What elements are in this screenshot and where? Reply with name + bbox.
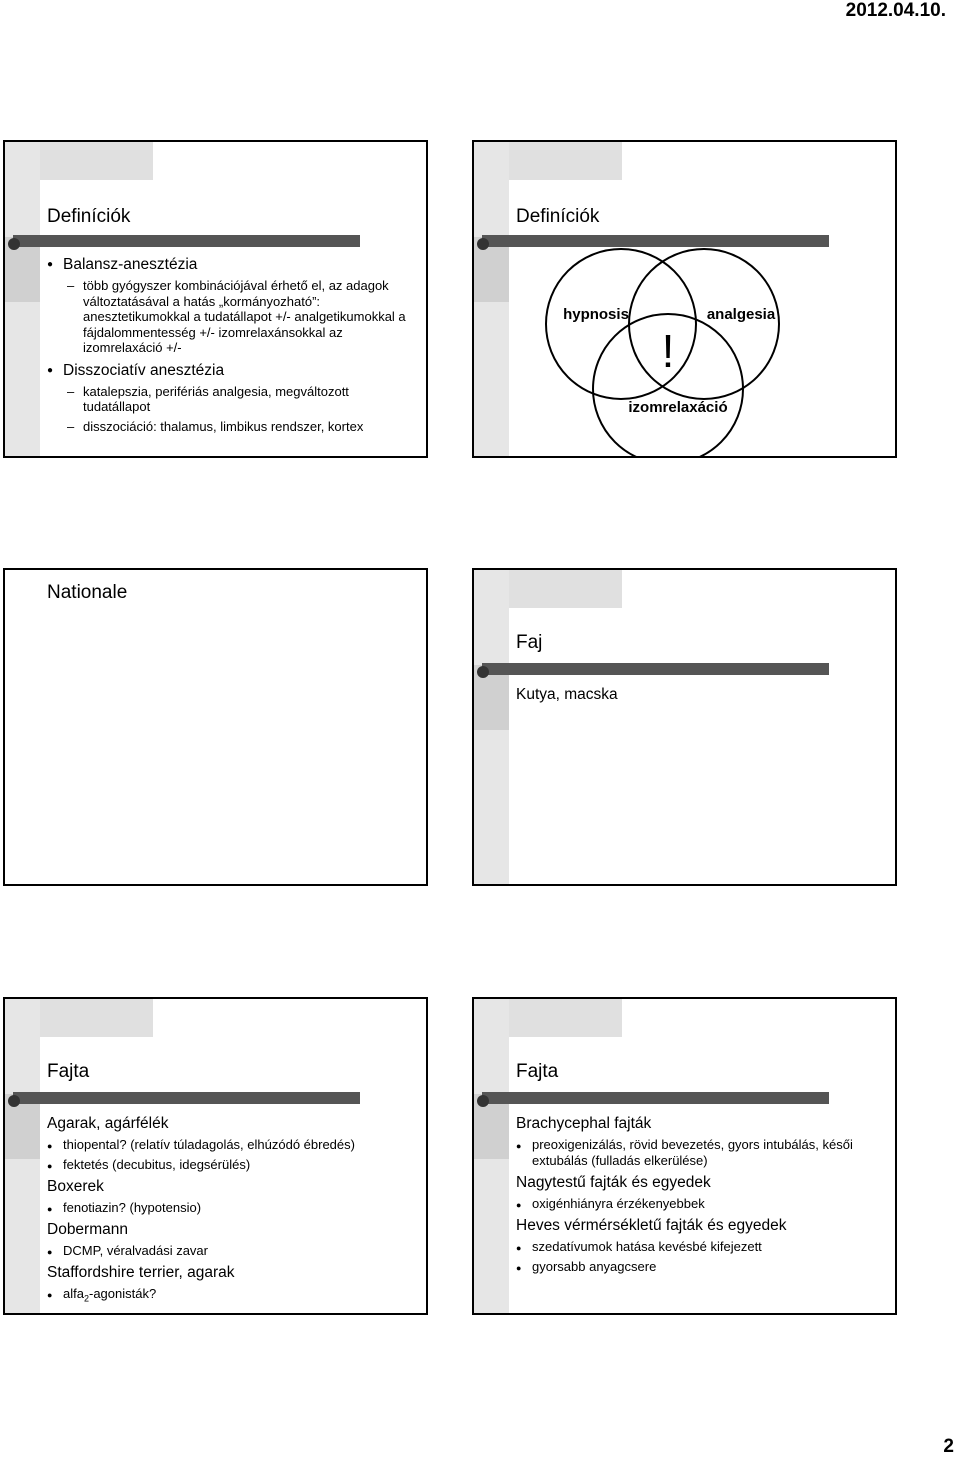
slide-fajta-2 (472, 997, 897, 1315)
slide-title: Fajta (516, 1061, 559, 1082)
slide-nationale (3, 568, 428, 886)
slide-title: Definíciók (516, 206, 600, 227)
slide-title: Fajta (47, 1061, 90, 1082)
bullet: ● oxigénhiányra érzékenyebbek (516, 1196, 887, 1212)
breed-heading: Agarak, agárfélék (47, 1115, 169, 1132)
bullet: ● Disszociatív anesztézia (47, 362, 418, 380)
breed-heading: Nagytestű fajták és egyedek (516, 1174, 711, 1191)
sub-bullet: – disszociáció: thalamus, limbikus rendszer, kortex (47, 419, 418, 435)
slide-content (516, 682, 887, 704)
breed-heading: Boxerek (47, 1178, 104, 1195)
alfa-subscript: 2 (83, 1293, 89, 1304)
text-line: Kutya, macska (516, 686, 618, 703)
breed-heading: Dobermann (47, 1221, 128, 1238)
bullet (47, 1286, 418, 1307)
slide-content (47, 1111, 418, 1307)
slide-title: Definíciók (47, 206, 131, 227)
bullet: ● preoxigenizálás, rövid bevezetés, gyors intubálás, késői extubálás (fulladás elkerülése) (516, 1137, 887, 1169)
rule-dot (8, 238, 20, 250)
title-rule (13, 235, 360, 247)
venn-label-analgesia: analgesia (706, 306, 776, 323)
title-rule (482, 663, 829, 675)
title-rule (482, 1092, 829, 1104)
venn-diagram (474, 142, 897, 458)
bullet: ● fektetés (decubitus, idegsérülés) (47, 1157, 418, 1173)
venn-label-izomrelaxacio: izomrelaxáció (628, 399, 728, 416)
sub-bullet: – katalepszia, perifériás analgesia, megváltozott tudatállapot (47, 384, 418, 415)
breed-heading: Heves vérmérsékletű fajták és egyedek (516, 1217, 787, 1234)
breed-heading: Staffordshire terrier, agarak (47, 1264, 235, 1281)
page-date: 2012.04.10. (845, 0, 946, 21)
breed-heading: Brachycephal fajták (516, 1115, 652, 1132)
alfa-text: alfa (63, 1286, 84, 1301)
slide-faj (472, 568, 897, 886)
rule-dot (8, 1095, 20, 1107)
sub-bullet: – több gyógyszer kombinációjával érhető el, az adagok változtatásával a hatás „kormányozható”: anesztetikumokkal a tudatállapot +/- analgetikumokkal a fájdalommentesség +/- izomrelaxánsokkal az izomrelaxáció +/- (47, 278, 418, 356)
venn-label-hypnosis: hypnosis (563, 306, 629, 323)
agonistak-text: -agonisták? (88, 1286, 157, 1301)
slide-title: Nationale (47, 582, 128, 603)
bullet: ● fenotiazin? (hypotensio) (47, 1200, 418, 1216)
slide-definiciok-1 (3, 140, 428, 458)
venn-center-mark: ! (661, 325, 675, 377)
bullet: ● Balansz-anesztézia (47, 256, 418, 274)
bullet: ● thiopental? (relatív túladagolás, elhúzódó ébredés) (47, 1137, 418, 1153)
bullet: ● szedatívumok hatása kevésbé kifejezett (516, 1239, 887, 1255)
slide-title: Faj (516, 632, 543, 653)
title-rule (13, 1092, 360, 1104)
slide-fajta-1 (3, 997, 428, 1315)
rule-dot (477, 666, 489, 678)
slide-content (47, 254, 418, 434)
slide-definiciok-2 (472, 140, 897, 458)
bullet: ● DCMP, véralvadási zavar (47, 1243, 418, 1259)
bullet: ● gyorsabb anyagcsere (516, 1259, 887, 1275)
slide-content (516, 1111, 887, 1275)
rule-dot (477, 1095, 489, 1107)
page-number: 2 (943, 1436, 954, 1457)
